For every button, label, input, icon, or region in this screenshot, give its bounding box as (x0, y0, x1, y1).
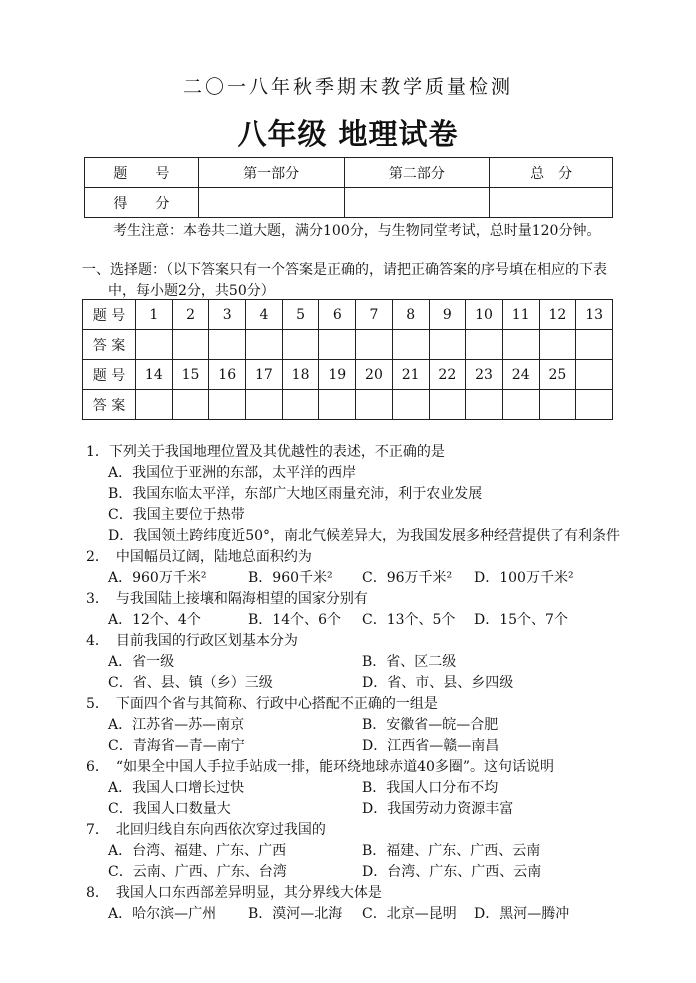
question-number-cell: 8 (392, 300, 429, 330)
question-2-option-c[interactable]: C．96万千米² (362, 570, 453, 586)
question-number-cell: 15 (172, 360, 209, 390)
answer-cell[interactable] (209, 390, 246, 420)
question-number-cell: 7 (356, 300, 393, 330)
question-5-option-b[interactable]: B．安徽省—皖—合肥 (362, 717, 499, 733)
question-number-cell: 11 (502, 300, 539, 330)
question-1-option-d[interactable]: D．我国领土跨纬度近50°，南北气候差异大，为我国发展多种经营提供了有利条件 (108, 528, 621, 544)
question-2-option-d[interactable]: D．100万千米² (474, 570, 574, 586)
question-5-option-a[interactable]: A．江苏省—苏—南京 (108, 717, 245, 733)
question-4-option-b[interactable]: B．省、区二级 (362, 654, 457, 670)
question-6-option-a[interactable]: A．我国人口增长过快 (108, 780, 245, 796)
question-3-stem: 3． 与我国陆上接壤和隔海相望的国家分别有 (86, 591, 368, 607)
question-number-cell: 5 (282, 300, 319, 330)
question-number-cell: 18 (282, 360, 319, 390)
section1-instructions-cont: 中，每小题2分，共50分） (108, 283, 275, 299)
grid-row-label: 答 案 (83, 330, 136, 360)
answer-cell[interactable] (539, 390, 576, 420)
score-header-cell: 第一部分 (198, 158, 344, 188)
exam-subtitle: 二〇一八年秋季期末教学质量检测 (182, 76, 513, 98)
question-number-cell: 19 (319, 360, 356, 390)
question-number-cell: 12 (539, 300, 576, 330)
answer-cell[interactable] (392, 390, 429, 420)
question-8-option-c[interactable]: C．北京—昆明 (362, 906, 457, 922)
candidate-note: 考生注意：本卷共二道大题，满分100分，与生物同堂考试，总时量120分钟。 (113, 223, 601, 239)
question-number-cell: 6 (319, 300, 356, 330)
question-number-cell: 17 (246, 360, 283, 390)
answer-cell[interactable] (209, 330, 246, 360)
answer-grid-number-row (83, 360, 613, 390)
answer-cell[interactable] (246, 390, 283, 420)
question-7-option-b[interactable]: B．福建、广东、广西、云南 (362, 843, 541, 859)
answer-cell[interactable] (319, 330, 356, 360)
answer-cell[interactable] (502, 330, 539, 360)
question-2-option-b[interactable]: B．960千米² (248, 570, 333, 586)
question-number-cell: 2 (172, 300, 209, 330)
question-6-option-b[interactable]: B．我国人口分布不均 (362, 780, 499, 796)
answer-cell[interactable] (356, 330, 393, 360)
question-1-option-a[interactable]: A．我国位于亚洲的东部，太平洋的西岸 (108, 465, 357, 481)
question-number-cell: 16 (209, 360, 246, 390)
question-2-option-a[interactable]: A．960万千米² (108, 570, 207, 586)
question-number-cell: 1 (136, 300, 173, 330)
score-row-label: 得 分 (85, 188, 199, 218)
score-header-cell: 第二部分 (344, 158, 490, 188)
question-8-option-d[interactable]: D．黑河—腾冲 (474, 906, 570, 922)
question-number-cell: 24 (502, 360, 539, 390)
exam-title: 八年级 地理试卷 (237, 117, 459, 151)
question-4-option-a[interactable]: A．省一级 (108, 654, 175, 670)
answer-cell[interactable] (356, 390, 393, 420)
answer-cell[interactable] (136, 390, 173, 420)
answer-cell[interactable] (429, 390, 466, 420)
answer-grid-answer-row (83, 330, 613, 360)
question-5-option-d[interactable]: D．江西省—赣—南昌 (362, 738, 500, 754)
question-3-option-a[interactable]: A．12个、4个 (108, 612, 201, 628)
question-7-option-a[interactable]: A．台湾、福建、广东、广西 (108, 843, 287, 859)
score-table-score-row (85, 188, 613, 218)
question-3-option-d[interactable]: D．15个、7个 (474, 612, 568, 628)
question-number-cell (576, 360, 613, 390)
question-8-option-b[interactable]: B．漠河—北海 (248, 906, 343, 922)
answer-cell[interactable] (429, 330, 466, 360)
question-5-option-c[interactable]: C．青海省—青—南宁 (108, 738, 245, 754)
answer-cell[interactable] (576, 390, 613, 420)
question-number-cell: 3 (209, 300, 246, 330)
grid-row-label: 题 号 (83, 360, 136, 390)
score-cell-part1[interactable] (198, 188, 344, 218)
question-number-cell: 4 (246, 300, 283, 330)
answer-grid-number-row (83, 300, 613, 330)
question-number-cell: 13 (576, 300, 613, 330)
answer-cell[interactable] (282, 390, 319, 420)
answer-cell[interactable] (136, 330, 173, 360)
answer-cell[interactable] (172, 330, 209, 360)
question-2-stem: 2． 中国幅员辽阔，陆地总面积约为 (86, 549, 312, 565)
score-table-header-row (85, 158, 613, 188)
section1-instructions: 一、选择题：（以下答案只有一个答案是正确的，请把正确答案的序号填在相应的下表 (82, 262, 607, 278)
question-6-option-c[interactable]: C．我国人口数量大 (108, 801, 231, 817)
question-number-cell: 9 (429, 300, 466, 330)
answer-cell[interactable] (576, 330, 613, 360)
answer-cell[interactable] (539, 330, 576, 360)
answer-cell[interactable] (246, 330, 283, 360)
answer-cell[interactable] (466, 330, 503, 360)
question-7-stem: 7． 北回归线自东向西依次穿过我国的 (86, 822, 326, 838)
answer-cell[interactable] (392, 330, 429, 360)
question-4-option-c[interactable]: C．省、县、镇（乡）三级 (108, 675, 273, 691)
grid-row-label: 答 案 (83, 390, 136, 420)
question-number-cell: 23 (466, 360, 503, 390)
answer-cell[interactable] (466, 390, 503, 420)
answer-cell[interactable] (282, 330, 319, 360)
question-number-cell: 20 (356, 360, 393, 390)
question-number-cell: 22 (429, 360, 466, 390)
question-6-stem: 6． “如果全中国人手拉手站成一排，能环绕地球赤道40多圈”。这句话说明 (86, 759, 555, 775)
answer-grid-answer-row (83, 390, 613, 420)
question-number-cell: 10 (466, 300, 503, 330)
grid-row-label: 题 号 (83, 300, 136, 330)
score-header-cell: 题 号 (85, 158, 199, 188)
question-3-option-c[interactable]: C．13个、5个 (362, 612, 456, 628)
question-number-cell: 21 (392, 360, 429, 390)
question-1-option-c[interactable]: C．我国主要位于热带 (108, 507, 245, 523)
question-number-cell: 25 (539, 360, 576, 390)
answer-grid (82, 299, 613, 420)
question-8-stem: 8． 我国人口东西部差异明显，其分界线大体是 (86, 885, 382, 901)
score-cell-total[interactable] (490, 188, 613, 218)
question-4-option-d[interactable]: D．省、市、县、乡四级 (362, 675, 514, 691)
score-table (84, 157, 613, 218)
score-header-cell: 总 分 (490, 158, 613, 188)
question-number-cell: 14 (136, 360, 173, 390)
question-6-option-d[interactable]: D．我国劳动力资源丰富 (362, 801, 514, 817)
question-1-stem: 1．下列关于我国地理位置及其优越性的表述，不正确的是 (86, 444, 445, 460)
question-5-stem: 5． 下面四个省与其简称、行政中心搭配不正确的一组是 (86, 696, 438, 712)
question-8-option-a[interactable]: A．哈尔滨—广州 (108, 906, 217, 922)
question-1-option-b[interactable]: B．我国东临太平洋，东部广大地区雨量充沛，利于农业发展 (108, 486, 483, 502)
question-7-option-c[interactable]: C．云南、广西、广东、台湾 (108, 864, 287, 880)
answer-cell[interactable] (172, 390, 209, 420)
score-cell-part2[interactable] (344, 188, 490, 218)
question-7-option-d[interactable]: D．台湾、广东、广西、云南 (362, 864, 542, 880)
question-3-option-b[interactable]: B．14个、6个 (248, 612, 342, 628)
answer-cell[interactable] (502, 390, 539, 420)
question-4-stem: 4． 目前我国的行政区划基本分为 (86, 633, 298, 649)
answer-cell[interactable] (319, 390, 356, 420)
